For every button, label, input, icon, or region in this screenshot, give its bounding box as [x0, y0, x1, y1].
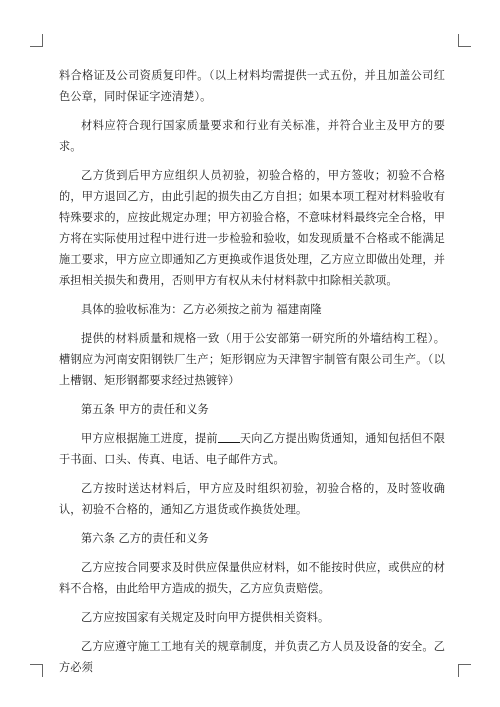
crop-mark-top-right [458, 34, 471, 47]
crop-mark-top-left [30, 34, 43, 47]
paragraph-supply-obligation: 乙方应按合同要求及时供应保量供应材料，如不能按时供应，或供应的材料不合格，由此给甲方造成的损失，乙方应负责赔偿。 [59, 561, 445, 595]
paragraph-materials-certificate: 料合格证及公司资质复印件。（以上材料均需提供一式五份，并且加盖公司红色公章，同时保证字迹清楚）。 [59, 69, 445, 103]
paragraph-purchase-notice [59, 428, 445, 470]
paragraph-delivery-check: 乙方按时送达材料后，甲方应及时组织初验，初验合格的，及时签收确认，初验不合格的，通知乙方退货或作换货处理。 [59, 482, 445, 516]
crop-mark-bottom-left [30, 664, 43, 677]
section-5-title: 第五条 甲方的责任和义务 [81, 403, 209, 416]
paragraph-quality-standard: 材料应符合现行国家质量要求和行业有关标准，并符合业主及甲方的要求。 [59, 119, 445, 153]
paragraph-acceptance-standard: 具体的验收标准为：乙方必须按之前为 福建南隆 [81, 303, 322, 316]
days-blank-field [218, 429, 240, 443]
paragraph-documents: 乙方应按国家有关规定及时向甲方提供相关资料。 [81, 611, 330, 624]
crop-mark-bottom-right [458, 664, 471, 677]
paragraph-inspection: 乙方货到后甲方应组织人员初验，初验合格的，甲方签收；初验不合格的，甲方退回乙方，由此引起的损失由乙方自担；如果本项工程对材料验收有特殊要求的，应按此规定办理；甲方初验合格，不意味材料最终完全合格，甲方将在实际使用过程中进行进一步检验和验收，如发现质量不合格或不能满足施工要求，甲方应立即通知乙方更换或作退货处理，乙方应立即做出处理，并承担相关损失和费用，否则甲方有权从未付材料款中扣除相关款项。 [59, 169, 445, 287]
paragraph-material-specs: 提供的材料质量和规格一致（用于公安部第一研究所的外墙结构工程）。槽钢应为河南安阳钢铁厂生产；矩形钢应为天津智宇制管有限公司生产。（以上槽钢、矩形钢都要求经过热镀锌） [59, 332, 445, 387]
paragraph-site-safety: 乙方应遵守施工工地有关的规章制度，并负责乙方人员及设备的安全。乙方必须 [59, 640, 445, 674]
notice-text-after: 天向乙方提出购货通知，通知包括但不限于书面、口头、传真、电话、电子邮件方式。 [59, 432, 445, 466]
document-body [59, 65, 445, 686]
notice-text-before: 甲方应根据施工进度，提前 [81, 432, 218, 445]
section-6-title: 第六条 乙方的责任和义务 [81, 532, 209, 545]
